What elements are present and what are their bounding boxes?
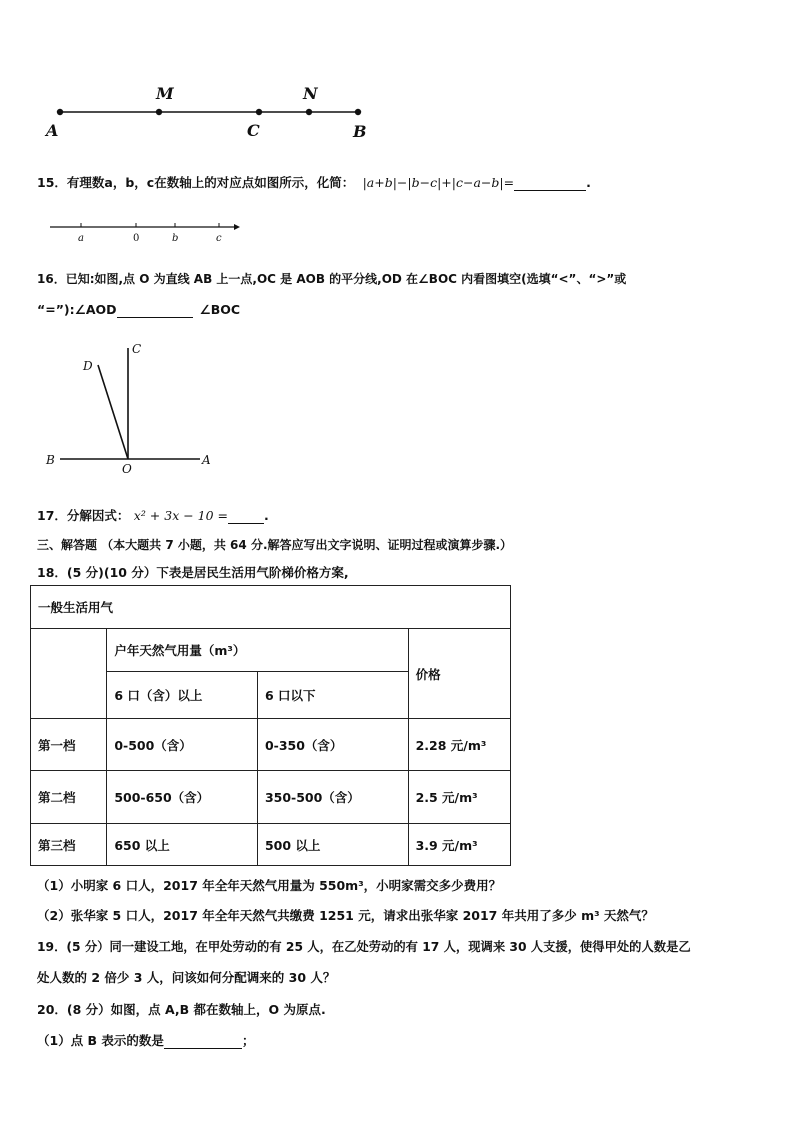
point-c-dot — [256, 109, 262, 115]
price-cell: 2.5 元/m³ — [408, 771, 510, 824]
axis-label-c: c — [216, 233, 222, 244]
label-a: A — [46, 121, 59, 140]
question-20-sub1-end: ； — [241, 1033, 255, 1048]
usage-header: 户年天然气用量（m³） — [107, 629, 408, 672]
question-15 — [37, 173, 591, 191]
range-cell: 0-350（含） — [257, 719, 408, 771]
point-b-dot — [355, 109, 361, 115]
question-17-expression: x² + 3x − 10 = — [133, 508, 229, 523]
section-heading: 三、解答题 （本大题共 7 小题，共 64 分.解答应写出文字说明、证明过程或演算步骤.） — [37, 538, 513, 552]
question-16-part-b: ∠BOC — [199, 302, 241, 317]
point-a-dot — [57, 109, 63, 115]
label-o-fig16: O — [122, 462, 132, 476]
question-16-line2 — [37, 302, 240, 318]
question-16-part-a: “=”):∠AOD — [37, 302, 117, 317]
question-15-end: . — [586, 175, 591, 190]
question-18-intro: 18．(5 分)(10 分）下表是居民生活用气阶梯价格方案, — [37, 565, 349, 580]
price-cell: 3.9 元/m³ — [408, 824, 510, 866]
answer-blank-15[interactable] — [514, 175, 586, 191]
ray-od — [98, 365, 128, 459]
range-cell: 500 以上 — [257, 824, 408, 866]
col-header-6-above: 6 口（含）以上 — [107, 672, 258, 719]
question-20-sub1-text: （1）点 B 表示的数是 — [37, 1033, 164, 1048]
answer-blank-17[interactable] — [228, 508, 264, 524]
question-15-text: 15．有理数a，b，c在数轴上的对应点如图所示，化简： — [37, 175, 355, 190]
table-row — [31, 719, 511, 771]
question-19-line2: 处人数的 2 倍少 3 人，问该如何分配调来的 30 人？ — [37, 970, 336, 985]
tier-cell: 第三档 — [31, 824, 107, 866]
arrow-right-icon — [234, 224, 240, 230]
point-m-dot — [156, 109, 162, 115]
axis-label-b: b — [172, 233, 179, 244]
label-d-fig16: D — [83, 359, 93, 373]
question-17-end: . — [264, 508, 269, 523]
table-row — [31, 586, 511, 629]
range-cell: 500-650（含） — [107, 771, 258, 824]
question-20-line1: 20．(8 分）如图，点 A,B 都在数轴上，O 为原点. — [37, 1002, 326, 1017]
tier-cell: 第一档 — [31, 719, 107, 771]
question-17 — [37, 506, 269, 524]
label-c-fig16: C — [132, 342, 142, 356]
label-a-fig16: A — [202, 453, 211, 467]
label-b: B — [353, 122, 367, 141]
segment-figure — [40, 80, 380, 150]
question-15-expression: |a+b|−|b−c|+|c−a−b|= — [362, 175, 515, 190]
answer-blank-20[interactable] — [164, 1033, 242, 1049]
table-cell-empty — [31, 629, 107, 719]
label-n: N — [303, 84, 318, 103]
label-b-fig16: B — [46, 453, 55, 467]
angle-figure — [50, 340, 220, 470]
question-18-sub1: （1）小明家 6 口人，2017 年全年天然气用量为 550m³，小明家需交多少费用？ — [37, 878, 502, 893]
tier-cell: 第二档 — [31, 771, 107, 824]
gas-price-table — [30, 585, 511, 866]
table-row — [31, 771, 511, 824]
point-n-dot — [306, 109, 312, 115]
axis-label-a: a — [78, 233, 84, 244]
table-title: 一般生活用气 — [31, 586, 511, 629]
table-row — [31, 629, 511, 672]
label-m: M — [156, 84, 174, 103]
question-20-sub1 — [37, 1031, 254, 1049]
price-cell: 2.28 元/m³ — [408, 719, 510, 771]
table-row — [31, 824, 511, 866]
answer-blank-16[interactable] — [117, 302, 193, 318]
question-19-line1: 19．(5 分）同一建设工地，在甲处劳动的有 25 人，在乙处劳动的有 17 人，现调来 30 人支援，使得甲处的人数是乙 — [37, 940, 691, 954]
label-c: C — [247, 121, 260, 140]
axis-label-0: 0 — [133, 233, 140, 244]
col-header-6-below: 6 口以下 — [257, 672, 408, 719]
range-cell: 350-500（含） — [257, 771, 408, 824]
question-17-prefix: 17．分解因式： — [37, 508, 130, 523]
question-16-line1: 16．已知:如图,点 O 为直线 AB 上一点,OC 是 AOB 的平分线,OD 在∠BOC 内看图填空(选填“<”、“>”或 — [37, 272, 627, 286]
question-18-sub2: （2）张华家 5 口人，2017 年全年天然气共缴费 1251 元，请求出张华家 2017 年共用了多少 m³ 天然气？ — [37, 908, 654, 923]
price-header: 价格 — [408, 629, 510, 719]
range-cell: 650 以上 — [107, 824, 258, 866]
range-cell: 0-500（含） — [107, 719, 258, 771]
